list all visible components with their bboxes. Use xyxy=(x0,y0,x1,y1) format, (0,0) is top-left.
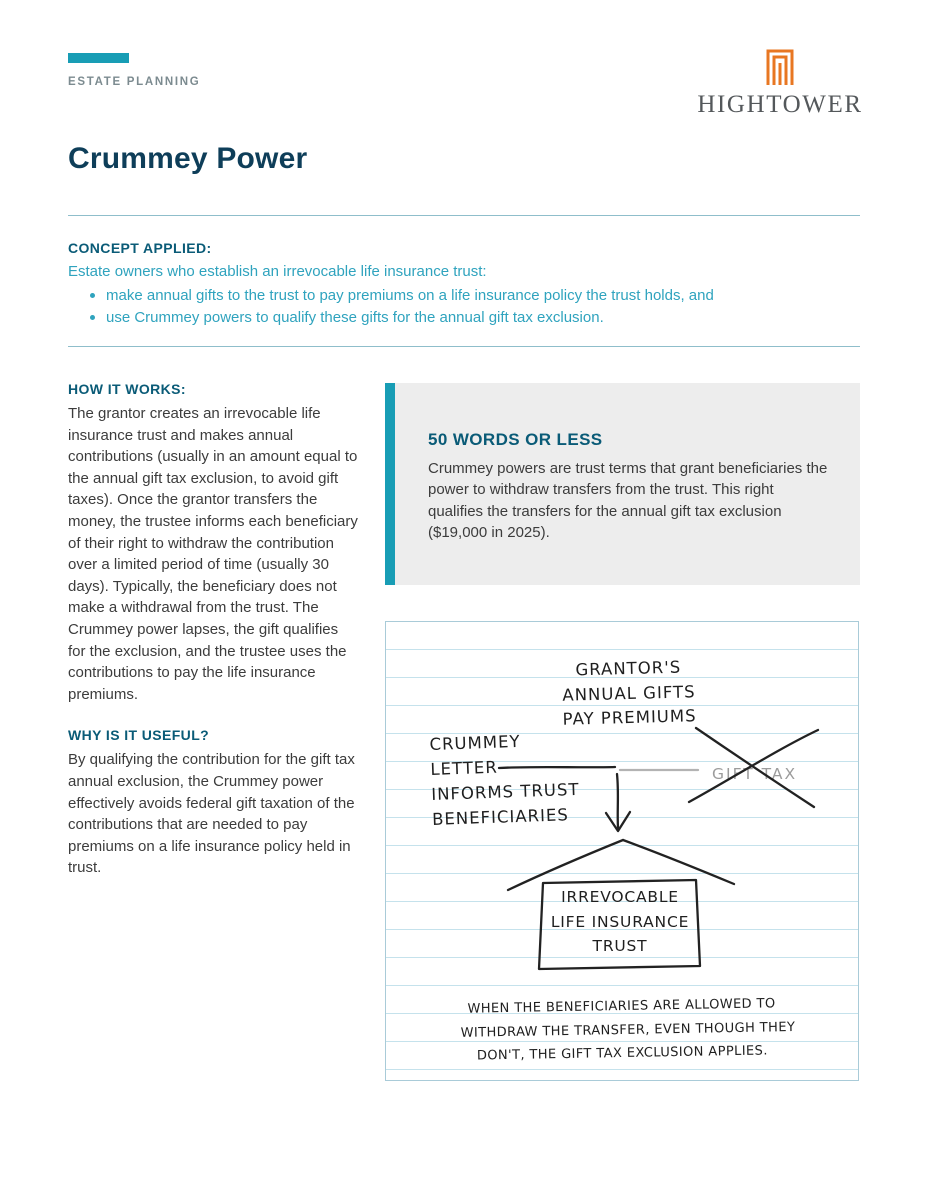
svg-text:LIFE INSURANCE: LIFE INSURANCE xyxy=(550,913,690,931)
svg-text:IRREVOCABLE: IRREVOCABLE xyxy=(561,888,679,906)
concept-bullet-2 xyxy=(78,307,860,329)
eyebrow-label: ESTATE PLANNING xyxy=(68,76,201,88)
how-it-works-body: The grantor creates an irrevocable life insurance trust and makes annual contributions (usually in an amount equal to the annual gift tax exclusion, to avoid gift taxes). Once the grantor transfers the money, the trustee informs each beneficiary of their right to withdraw the contribution over a limited period of time (usually 30 days). Typically, the beneficiary does not make a withdrawal from the trust. The Crummey power lapses, the gift qualifies for the exclusion, and the trustee uses the contributions to pay the life insurance premiums. xyxy=(68,405,358,703)
bullet-dot-icon xyxy=(90,293,95,298)
svg-text:BENEFICIARIES: BENEFICIARIES xyxy=(431,805,570,829)
concept-bullet-1 xyxy=(78,285,860,307)
divider-middle xyxy=(68,346,860,347)
down-arrow-icon xyxy=(606,774,630,831)
why-useful-heading: WHY IS IT USEFUL? xyxy=(68,727,210,744)
concept-heading: CONCEPT APPLIED: xyxy=(68,240,212,256)
hightower-logo xyxy=(695,42,865,119)
hightower-wordmark: HIGHTOWER xyxy=(697,91,863,118)
svg-text:TRUST: TRUST xyxy=(592,937,648,955)
svg-text:ANNUAL GIFTS: ANNUAL GIFTS xyxy=(562,682,696,705)
gift-tax-label: GIFT TAX xyxy=(712,765,798,783)
why-useful-body: By qualifying the contribution for the gift tax annual exclusion, the Crummey power effectively avoids federal gift taxation of the contributions that are needed to pay premiums on a life insurance policy held in trust. xyxy=(68,751,355,877)
svg-text:PAY PREMIUMS: PAY PREMIUMS xyxy=(562,706,697,729)
svg-text:INFORMS TRUST: INFORMS TRUST xyxy=(430,779,580,804)
bullet-dot-icon xyxy=(90,315,95,320)
page-title: Crummey Power xyxy=(68,142,308,175)
fifty-words-callout xyxy=(385,383,860,585)
svg-text:GRANTOR'S: GRANTOR'S xyxy=(575,657,682,680)
svg-text:DON'T, THE GIFT TAX EXCLUSION: DON'T, THE GIFT TAX EXCLUSION APPLIES. xyxy=(476,1043,768,1064)
cross-out-x-icon xyxy=(689,728,818,807)
hightower-logo-icon xyxy=(760,42,800,88)
how-it-works-heading: HOW IT WORKS: xyxy=(68,381,186,397)
concept-bullet-list xyxy=(68,285,860,328)
divider-top xyxy=(68,215,860,216)
teal-accent-bar xyxy=(68,53,129,63)
diagram-sketch xyxy=(386,622,858,1080)
connector-line-dark xyxy=(499,767,615,768)
trust-label xyxy=(551,888,689,955)
concept-bullet-2-text: use Crummey powers to qualify these gifts for the annual gift tax exclusion. xyxy=(106,308,604,326)
diagram-notepad xyxy=(385,621,859,1081)
callout-content xyxy=(385,383,860,543)
concept-intro: Estate owners who establish an irrevocable life insurance trust: xyxy=(68,263,487,280)
concept-section xyxy=(68,240,860,328)
callout-accent-bar xyxy=(385,383,395,585)
left-column xyxy=(68,381,358,879)
concept-bullet-1-text: make annual gifts to the trust to pay premiums on a life insurance policy the trust holds, and xyxy=(106,287,714,304)
svg-text:WHEN THE BENEFICIARIES ARE ALL: WHEN THE BENEFICIARIES ARE ALLOWED TO xyxy=(467,996,776,1017)
crummey-letter-label xyxy=(429,730,580,829)
svg-text:WITHDRAW THE TRANSFER, EVEN TH: WITHDRAW THE TRANSFER, EVEN THOUGH THEY xyxy=(460,1019,796,1041)
grantor-gifts-label xyxy=(561,657,697,728)
fifty-words-heading: 50 WORDS OR LESS xyxy=(428,430,603,449)
diagram-caption xyxy=(460,996,796,1064)
svg-text:CRUMMEY: CRUMMEY xyxy=(429,731,521,755)
svg-text:LETTER: LETTER xyxy=(430,757,499,780)
fifty-words-body: Crummey powers are trust terms that grant beneficiaries the power to withdraw transfers from the trust. This right qualifies the transfers for the annual gift tax exclusion ($19,000 in 2025). xyxy=(428,460,828,541)
